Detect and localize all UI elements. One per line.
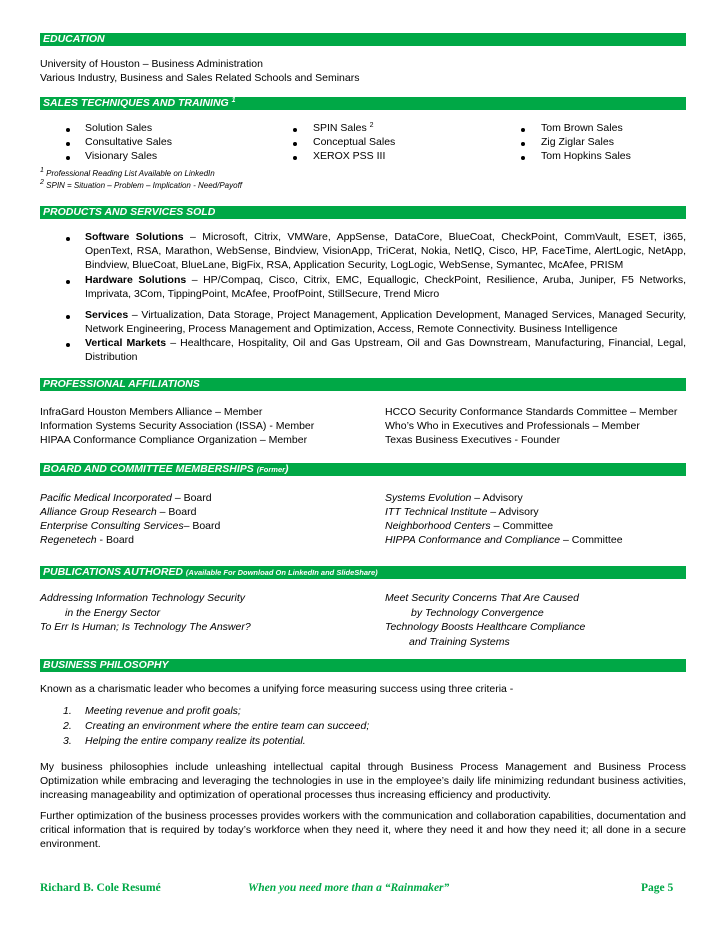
product-item <box>85 337 686 365</box>
board-item <box>40 492 212 506</box>
footnote-number: 1 <box>40 167 44 174</box>
board-org: Enterprise Consulting Services <box>40 520 184 532</box>
publication-title: Addressing Information Technology Security <box>40 592 246 604</box>
sales-header-text: SALES TECHNIQUES AND TRAINING <box>43 97 229 109</box>
criteria-number: 2. <box>63 720 72 732</box>
sales-item: Tom Hopkins Sales <box>541 150 631 162</box>
bullet-icon <box>521 156 525 160</box>
footer-name: Richard B. Cole Resumé <box>40 882 161 894</box>
publications-header-note: (Available For Download On LinkedIn and SlideShare) <box>185 568 378 577</box>
board-org: HIPPA Conformance and Compliance <box>385 534 561 546</box>
bullet-icon <box>66 128 70 132</box>
footer-page-number: Page 5 <box>641 882 674 894</box>
product-item-title: Hardware Solutions <box>85 274 187 286</box>
publication-title-cont: and Training Systems <box>409 636 510 648</box>
sales-item: Solution Sales <box>85 122 153 134</box>
board-item <box>40 506 196 520</box>
education-line: University of Houston – Business Administration <box>40 58 263 70</box>
sales-footnote <box>40 181 242 191</box>
sales-item <box>313 122 374 136</box>
publication-title: To Err Is Human; Is Technology The Answer? <box>40 621 251 633</box>
board-item <box>385 506 539 520</box>
bullet-icon <box>293 142 297 146</box>
board-org: ITT Technical Institute <box>385 506 488 518</box>
products-header: PRODUCTS AND SERVICES SOLD <box>40 206 686 219</box>
board-role: - Board <box>96 534 134 546</box>
affiliation-item: InfraGard Houston Members Alliance – Member <box>40 406 263 418</box>
footer-tagline: When you need more than a “Rainmaker” <box>248 882 450 894</box>
criteria-number: 3. <box>63 735 72 747</box>
board-header-note: (Former <box>256 465 286 474</box>
philosophy-paragraph: My business philosophies include unleashing intellectual capital through Business Process Management and Business Process Optimization while embracing and leveraging the technologies in use in the employee’s daily life minimizing redundant business activities, increasing manageability and optimization of operational processes thus increasing efficiency and productivity. <box>40 761 686 801</box>
affiliation-item: Texas Business Executives - Founder <box>385 434 561 446</box>
criteria-number: 1. <box>63 705 72 717</box>
board-role: – Committee <box>490 520 554 532</box>
philosophy-paragraph: Further optimization of the business processes provides workers with the communication and collaboration capabilities, documentation and critical information that is required by today’s workforce when they need it, where they need it and how they need it; all done in a secure environment. <box>40 810 686 850</box>
publication-title: Technology Boosts Healthcare Compliance <box>385 621 586 633</box>
bullet-icon <box>521 128 525 132</box>
philosophy-header: BUSINESS PHILOSOPHY <box>40 659 686 672</box>
criteria-text: Meeting revenue and profit goals; <box>85 705 241 717</box>
education-header: EDUCATION <box>40 33 686 46</box>
sales-item: XEROX PSS III <box>313 150 386 162</box>
board-role: – Advisory <box>487 506 539 518</box>
product-item-title: Services <box>85 309 129 321</box>
bullet-icon <box>66 237 70 241</box>
product-item <box>85 274 686 302</box>
bullet-icon <box>66 142 70 146</box>
bullet-icon <box>66 156 70 160</box>
sales-item-footnote: 2 <box>369 122 374 129</box>
publication-title: Meet Security Concerns That Are Caused <box>385 592 579 604</box>
philosophy-intro: Known as a charismatic leader who becomes a unifying force measuring success using three criteria - <box>40 683 514 695</box>
affiliation-item: Information Systems Security Association (ISSA) - Member <box>40 420 315 432</box>
product-item-text: – Microsoft, Citrix, VMWare, AppSense, DataCore, BlueCoat, CheckPoint, CommVault, ESET, i365, OpenText, RSA, Marathon, WebSense, Bindview, VisionApp, TriCerat, Nokia, NetIQ, Cisco, HP, FaceTime, AlertLogic, NetApp, Bindview, BlueCoat, BlueLane, BigFix, RSA, Application Security, LogLogic, WebSense, Symantec, McAfee, PRISM <box>85 231 686 271</box>
affiliation-item: Who’s Who in Executives and Professionals – Member <box>385 420 640 432</box>
sales-item-text: SPIN Sales <box>313 122 367 134</box>
footnote-text: SPIN = Situation – Problem – Implication - Need/Payoff <box>46 181 243 190</box>
board-role: – Board <box>156 506 197 518</box>
affiliation-item: HIPAA Conformance Compliance Organization – Member <box>40 434 308 446</box>
affiliations-header: PROFESSIONAL AFFILIATIONS <box>40 378 686 391</box>
footnote-number: 2 <box>40 179 44 186</box>
sales-item: Tom Brown Sales <box>541 122 623 134</box>
board-org: Neighborhood Centers <box>385 520 491 532</box>
board-header-text: BOARD AND COMMITTEE MEMBERSHIPS <box>43 463 254 475</box>
product-item-text: – Virtualization, Data Storage, Project Management, Application Development, Managed Services, Managed Security, Network Engineering, Process Management and Optimization, Access, Remote Connectivity. Business Intelligence <box>85 309 686 335</box>
sales-header <box>40 97 686 110</box>
board-role: – Board <box>183 520 221 532</box>
publication-title-cont: by Technology Convergence <box>411 607 544 619</box>
bullet-icon <box>293 156 297 160</box>
board-header <box>40 463 686 476</box>
product-item-title: Software Solutions <box>85 231 184 243</box>
bullet-icon <box>521 142 525 146</box>
bullet-icon <box>293 128 297 132</box>
board-header-close: ) <box>285 463 289 475</box>
board-org: Alliance Group Research <box>40 506 157 518</box>
board-role: – Advisory <box>471 492 523 504</box>
board-item <box>40 534 134 548</box>
board-org: Systems Evolution <box>385 492 472 504</box>
bullet-icon <box>66 280 70 284</box>
bullet-icon <box>66 315 70 319</box>
sales-header-footnote: 1 <box>231 97 236 104</box>
product-item <box>85 231 686 272</box>
criteria-text: Helping the entire company realize its potential. <box>85 735 306 747</box>
publication-title-cont: in the Energy Sector <box>65 607 161 619</box>
sales-footnote <box>40 169 215 179</box>
publications-header-text: PUBLICATIONS AUTHORED <box>43 566 183 578</box>
product-item-text: – Healthcare, Hospitality, Oil and Gas Upstream, Oil and Gas Downstream, Manufacturing, Financial, Legal, Distribution <box>85 337 686 363</box>
product-item-text: – HP/Compaq, Cisco, Citrix, EMC, Equallogic, CheckPoint, Resilience, Aruba, Juniper, F5 Networks, Imprivata, 3Com, TippingPoint, McAfee, ProofPoint, StillSecure, Trend Micro <box>85 274 686 300</box>
board-role: – Board <box>171 492 212 504</box>
board-item <box>385 520 553 534</box>
board-item <box>40 520 220 534</box>
footnote-text: Professional Reading List Available on LinkedIn <box>46 169 215 178</box>
sales-item: Zig Ziglar Sales <box>541 136 614 148</box>
board-org: Pacific Medical Incorporated <box>40 492 172 504</box>
criteria-text: Creating an environment where the entire team can succeed; <box>85 720 370 732</box>
affiliation-item: HCCO Security Conformance Standards Committee – Member <box>385 406 678 418</box>
sales-item: Visionary Sales <box>85 150 158 162</box>
board-role: – Committee <box>560 534 623 546</box>
board-item <box>385 492 523 506</box>
bullet-icon <box>66 343 70 347</box>
board-item <box>385 534 623 548</box>
sales-item: Conceptual Sales <box>313 136 396 148</box>
sales-item: Consultative Sales <box>85 136 172 148</box>
education-line: Various Industry, Business and Sales Related Schools and Seminars <box>40 72 360 84</box>
publications-header <box>40 566 686 579</box>
product-item <box>85 309 686 337</box>
board-org: Regenetech <box>40 534 97 546</box>
product-item-title: Vertical Markets <box>85 337 167 349</box>
